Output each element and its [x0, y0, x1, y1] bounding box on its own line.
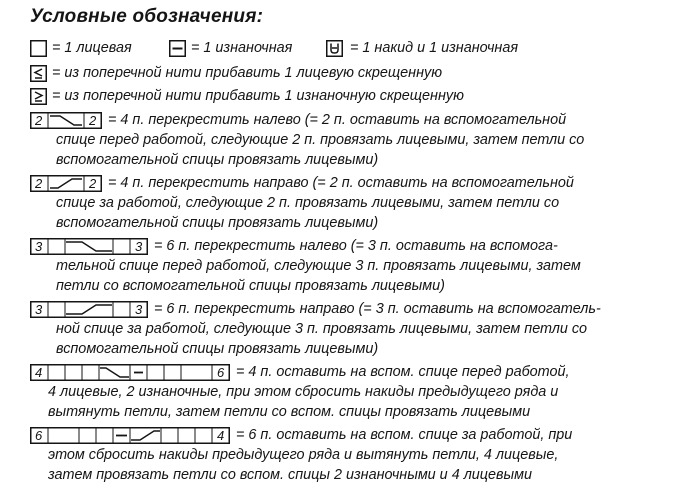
cable-4-left-line-1: = 4 п. перекрестить налево (= 2 п. оставить на вспомогательной: [108, 112, 567, 128]
increase-purl-text: = из поперечной нити прибавить 1 изнаночную скрещенную: [52, 88, 464, 104]
cable-4-right-line-2: спице за работой, следующие 2 п. провязать лицевыми, затем петли со: [56, 195, 560, 211]
cable-label-right: 3: [135, 239, 143, 254]
cable-label-left: 4: [35, 365, 43, 380]
cable-label-right: 3: [135, 302, 143, 317]
cable-label-right: 2: [89, 176, 97, 191]
cable-4-left-line-2: спице перед работой, следующие 2 п. провязать лицевыми, затем петли со: [56, 132, 585, 148]
cable-4-right-symbol: [30, 175, 102, 192]
cable-6-left-line-2: тельной спице перед работой, следующие 3 п. провязать лицевыми, затем: [56, 258, 581, 274]
cable-label-left: 6: [35, 428, 43, 443]
cable-4-left-line-3: вспомогательной спицы провязать лицевыми): [56, 152, 379, 168]
cable-4-6-front-line-2: 4 лицевые, 2 изнаночные, при этом сбросить накиды предыдущего ряда и: [48, 384, 559, 400]
cable-4-6-front-symbol: [30, 364, 230, 381]
cable-6-right-line-3: вспомогательной спицы провязать лицевыми): [56, 341, 379, 357]
cable-4-6-front-line-3: вытянуть петли, затем петли со вспом. спицы провязать лицевыми: [48, 404, 531, 420]
knit-stitch-symbol: [30, 40, 47, 57]
cable-6-4-back-line-1: = 6 п. оставить на вспом. спице за работой, при: [236, 427, 573, 443]
cable-6-left-line-3: петли со вспомогательной спицы провязать лицевыми): [56, 278, 445, 294]
cable-label-left: 3: [35, 239, 43, 254]
cable-4-left-symbol: [30, 112, 102, 129]
cable-6-right-line-2: ной спице за работой, следующие 3 п. провязать лицевыми, затем петли со: [56, 321, 588, 337]
legend-title: Условные обозначения:: [30, 6, 264, 27]
increase-knit-text: = из поперечной нити прибавить 1 лицевую скрещенную: [52, 65, 443, 81]
increase-knit-symbol: [30, 65, 47, 82]
cable-6-left-symbol: [30, 238, 148, 255]
cable-label-left: 3: [35, 302, 43, 317]
cable-6-left-line-1: = 6 п. перекрестить налево (= 3 п. оставить на вспомога-: [154, 238, 558, 254]
purl-stitch-symbol: [169, 40, 186, 57]
cable-4-6-front-line-1: = 4 п. оставить на вспом. спице перед работой,: [236, 364, 570, 380]
yarn-over-purl-text: = 1 накид и 1 изнаночная: [350, 40, 519, 56]
cable-label-right: 2: [89, 113, 97, 128]
cable-label-right: 4: [217, 428, 225, 443]
cable-6-right-line-1: = 6 п. перекрестить направо (= 3 п. оставить на вспомогатель-: [154, 301, 601, 317]
cable-label-right: 6: [217, 365, 225, 380]
knit-stitch-text: = 1 лицевая: [52, 40, 132, 56]
cable-6-4-back-line-2: этом сбросить накиды предыдущего ряда и вытянуть петли, 4 лицевые,: [48, 447, 559, 463]
cable-6-4-back-symbol: [30, 427, 230, 444]
cable-label-left: 2: [35, 176, 43, 191]
cable-6-right-symbol: [30, 301, 148, 318]
yarn-over-purl-symbol: [326, 40, 343, 57]
cable-label-left: 2: [35, 113, 43, 128]
cable-4-right-line-3: вспомогательной спицы провязать лицевыми): [56, 215, 379, 231]
increase-purl-symbol: [30, 88, 47, 105]
cable-6-4-back-line-3: затем провязать петли со вспом. спицы 2 изнаночными и 4 лицевыми: [48, 467, 533, 483]
purl-stitch-text: = 1 изнаночная: [191, 40, 293, 56]
cable-4-right-line-1: = 4 п. перекрестить направо (= 2 п. оставить на вспомогательной: [108, 175, 574, 191]
